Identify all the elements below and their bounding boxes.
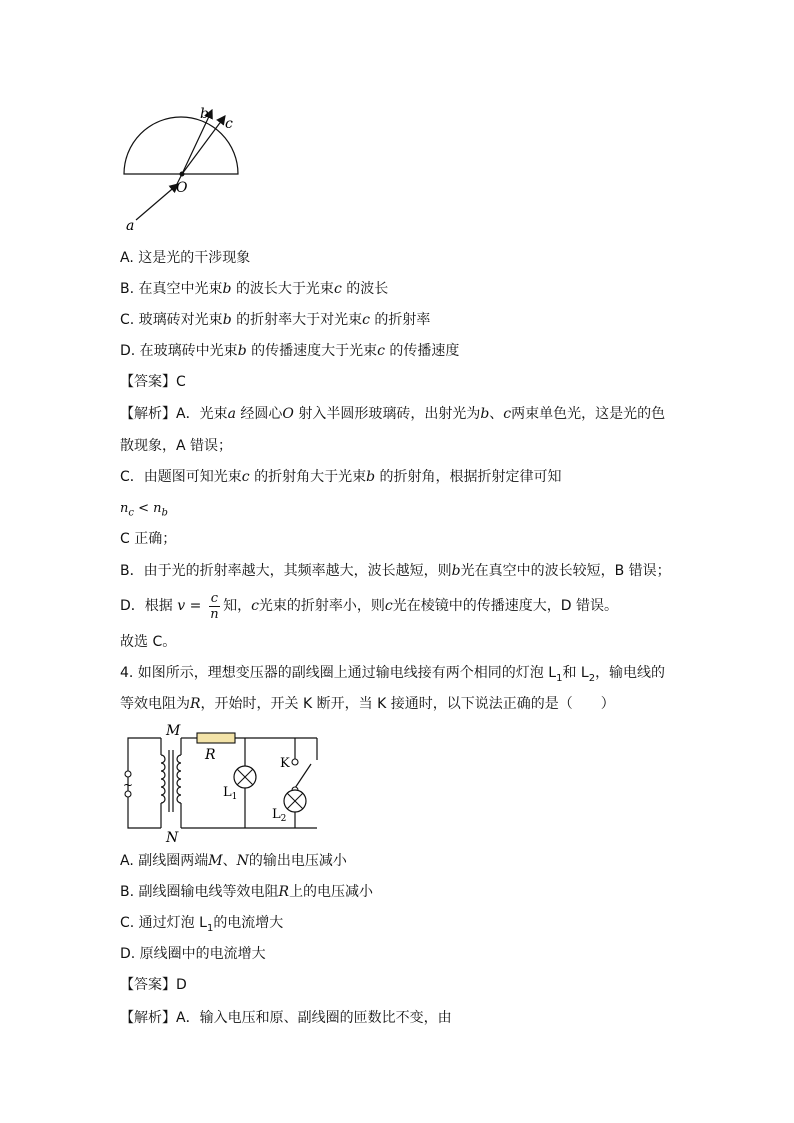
label-O: O	[176, 180, 188, 196]
q4-explanation-1: 【解析】A．输入电压和原、副线圈的匝数比不变，由	[120, 1010, 452, 1026]
semicircle-glass	[124, 117, 238, 174]
center-point-O	[180, 172, 185, 177]
label-c: c	[225, 116, 233, 132]
label-a: a	[126, 218, 135, 234]
q3-option-c: C. 玻璃砖对光束b 的折射率大于对光束c 的折射率	[120, 312, 431, 328]
q3-explanation-5: B．由于光的折射率越大，其频率越大，波长越短，则b光在真空中的波长较短，B 错误；	[120, 563, 671, 579]
label-L1: $L_1$	[223, 785, 238, 802]
q3-answer: 【答案】C	[120, 374, 186, 390]
q4-option-b: B. 副线圈输电线等效电阻R上的电压减小	[120, 884, 374, 900]
q4-option-c: C. 通过灯泡 $L_1$的电流增大	[120, 915, 284, 934]
resistor-r	[197, 733, 235, 743]
q3-explanation-7: 故选 C。	[120, 634, 177, 650]
transformer-circuit	[115, 720, 335, 845]
q4-option-d: D. 原线圈中的电流增大	[120, 946, 266, 962]
q3-explanation-6: D．根据 v = $\frac{c}{n}$ 知，c光束的折射率小，则c光在棱镜中的传播速度大，D 错误。	[120, 590, 618, 622]
ray-c	[182, 116, 225, 174]
q3-option-d: D. 在玻璃砖中光束b 的传播速度大于光束c 的传播速度	[120, 343, 460, 359]
q4-stem-1: 4. 如图所示，理想变压器的副线圈上通过输电线接有两个相同的灯泡 $L_1$和 $L_2$，输电线的	[120, 665, 666, 684]
lamp-l1	[234, 766, 256, 788]
label-K: K	[280, 756, 290, 771]
label-b: b	[200, 106, 209, 122]
velocity-fraction: $\frac{c}{n}$	[210, 590, 219, 622]
q4-stem-2: 等效电阻为R，开始时，开关 K 断开，当 K 接通时，以下说法正确的是（ ）	[120, 696, 615, 712]
ac-terminal-top	[125, 771, 131, 777]
q3-option-b: B. 在真空中光束b 的波长大于光束c 的波长	[120, 281, 389, 297]
q3-option-a: A. 这是光的干涉现象	[120, 250, 251, 266]
q4-option-a: A. 副线圈两端M、N的输出电压减小	[120, 853, 347, 869]
refraction-figure	[110, 98, 250, 238]
q3-explanation-1: 【解析】A．光束a 经圆心O 射入半圆形玻璃砖，出射光为b、c两束单色光，这是光的色	[120, 406, 666, 422]
lamp-l2	[284, 790, 306, 812]
q3-explanation-3: C．由题图可知光束c 的折射角大于光束b 的折射角，根据折射定律可知	[120, 469, 562, 485]
ac-symbol: ~	[123, 778, 134, 792]
secondary-coil	[177, 755, 181, 803]
q3-explanation-2: 散现象，A 错误；	[120, 438, 233, 454]
label-M: M	[166, 723, 181, 739]
primary-coil	[161, 755, 165, 803]
label-L2: $L_2$	[272, 807, 287, 824]
refraction-inequality: $n_c < n_b$	[120, 501, 168, 519]
incident-ray-a	[136, 184, 178, 220]
q4-answer: 【答案】D	[120, 977, 187, 993]
label-N: N	[166, 830, 179, 845]
label-R: R	[205, 747, 216, 763]
q3-explanation-4: C 正确；	[120, 531, 177, 547]
